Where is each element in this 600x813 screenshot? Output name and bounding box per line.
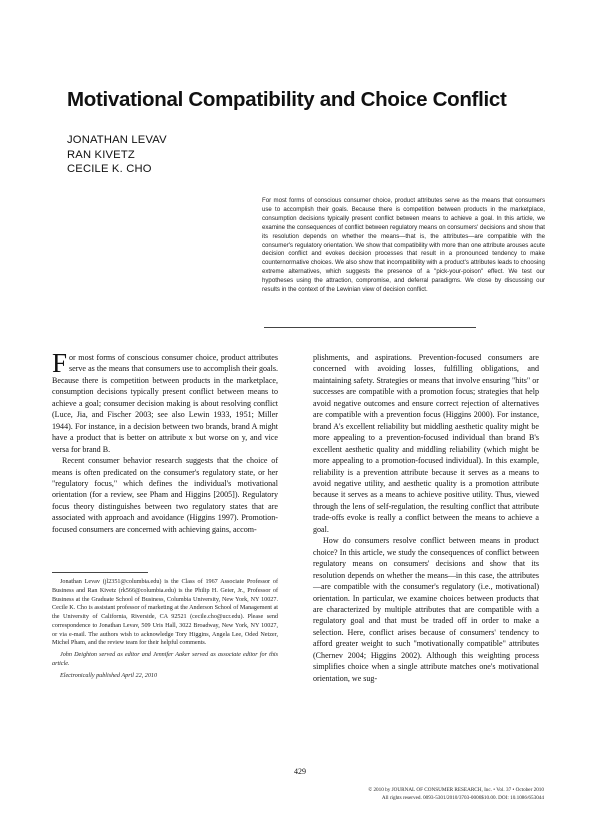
drop-cap: F — [52, 348, 68, 378]
author-list — [67, 133, 167, 177]
article-title: Motivational Compatibility and Choice Conflict — [67, 88, 507, 111]
abstract-divider — [264, 327, 476, 328]
publication-date: Electronically published April 22, 2010 — [60, 672, 158, 679]
body-paragraph: For most forms of conscious consumer choice, product attributes serve as the means that consumers use to accomplish their goals. Because there is competition between products in the marketplace, consumption decisions typically present conflict between means to achieve a goal; consumer decision making is about resolving conflict (Luce, Jia, and Fischer 2003; see also Lewin 1933, 1951; Miller 1944). For instance, in a decision between two brands, brand A might have a product that is better on attribute x but worse on y, and vice versa for brand B. — [52, 348, 278, 454]
page-number: 429 — [294, 767, 306, 776]
copyright-line: All rights reserved. 0093-5301/2010/3703-0006$10.00. DOI: 10.1086/653044 — [381, 795, 544, 801]
footnote — [52, 578, 278, 683]
footnote-divider — [52, 572, 148, 573]
body-paragraph: How do consumers resolve conflict between means in product choice? In this article, we study the consequences of conflict between regulatory means on consumers' decisions and show that its resolution depends on whether the means—in this case, the attributes—are compatible with the consumer's regulatory (i.e., motivational) orientation. In particular, we examine choices between products that are characterized by multiple attributes that are compatible with a regulatory goal and that must be traded off in order to make a selection. Here, conflict arises because of consumers' tendency to afford greater weight to such "motivationally compatible" attributes (Chernev 2004; Higgins 2002). Although this weighting process simplifies choice when a single attribute matches one's motivational orientation, we sug- — [313, 536, 539, 683]
author-name: RAN KIVETZ — [67, 148, 135, 161]
body-column-left — [52, 348, 278, 535]
body-paragraph: plishments, and aspirations. Prevention-focused consumers are concerned with avoiding losses, fulfilling obligations, and maintaining safety. Strategies or means that involve ensuring "hits" or successes are compatible with a promotion focus; strategies that help avoid negative outcomes and ensure correct rejection of alternatives are compatible with a prevention focus (Higgins 2000). For instance, brand A's excellent reliability but middling aesthetic quality might be more appealing to a prevention-focused individual than brand B's excellent aesthetic quality and middling reliability (which might be more appealing to a promotion-focused individual). In this example, reliability is a prevention attribute because it serves as a means to avoid negative utility, and aesthetic quality is a promotion attribute because it serves as a means to achieve positive utility. Thus, viewed through the lens of self-regulation, the resulting conflict that attribute trade-offs evoke is really a conflict between the means to achieve a goal. — [313, 353, 539, 534]
copyright-line: © 2010 by JOURNAL OF CONSUMER RESEARCH, Inc. • Vol. 37 • October 2010 — [368, 787, 544, 793]
copyright-notice — [368, 786, 544, 802]
editor-note: John Deighton served as editor and Jennifer Aaker served as associate editor for this article. — [52, 652, 278, 667]
body-paragraph: Recent consumer behavior research suggests that the choice of means is often predicated on the consumer's regulatory state, or her "regulatory focus," which defines the individual's motivational orientation (for a review, see Pham and Higgins [2005]). Regulatory focus theory distinguishes between two regulatory states that are associated with approach and avoidance (Higgins 1997). Promotion-focused consumers are concerned with achieving gains, accom- — [52, 456, 278, 534]
body-column-right — [313, 352, 539, 684]
author-affiliations: Jonathan Levav (jl2351@columbia.edu) is the Class of 1967 Associate Professor of Business and Ran Kivetz (rk566@columbia.edu) is the Philip H. Geier, Jr., Professor of Business at the Graduate School of Business, Columbia University, New York, NY 10027. Cecile K. Cho is assistant professor of marketing at the Anderson School of Management at the University of California, Riverside, CA 92521 (cecile.cho@ucr.edu). Please send correspondence to Jonathan Levav, 509 Uris Hall, 3022 Broadway, New York, NY 10027, or via e-mail. The authors wish to acknowledge Tory Higgins, Angela Lee, Oded Netzer, Michel Pham, and the review team for their helpful comments. — [52, 579, 278, 647]
author-name: CECILE K. CHO — [67, 163, 152, 175]
author-name: JONATHAN LEVAV — [67, 134, 167, 146]
abstract: For most forms of conscious consumer choice, product attributes serve as the means that consumers use to accomplish their goals. Because there is competition between products in the marketplace, consumption decisions typically present conflict between means to achieve a goal. In this article, we examine the consequences of conflict between regulatory means on consumers' decisions and show that its resolution depends on whether the means—that is, the attributes—are compatible with the consumer's regulatory orientation. We show that compatibility with more than one attribute arouses acute decision conflict and evokes decision processes that result in a pronounced tendency to make counternormative choices. We also show that incompatibility with a product's attributes leads to choosing extreme alternatives, which suggests the presence of a "pick-your-poison" effect. We test our hypotheses using the attraction, compromise, and deferral paradigms. We close by discussing our results in the context of the Lewinian view of decision conflict. — [262, 197, 545, 294]
